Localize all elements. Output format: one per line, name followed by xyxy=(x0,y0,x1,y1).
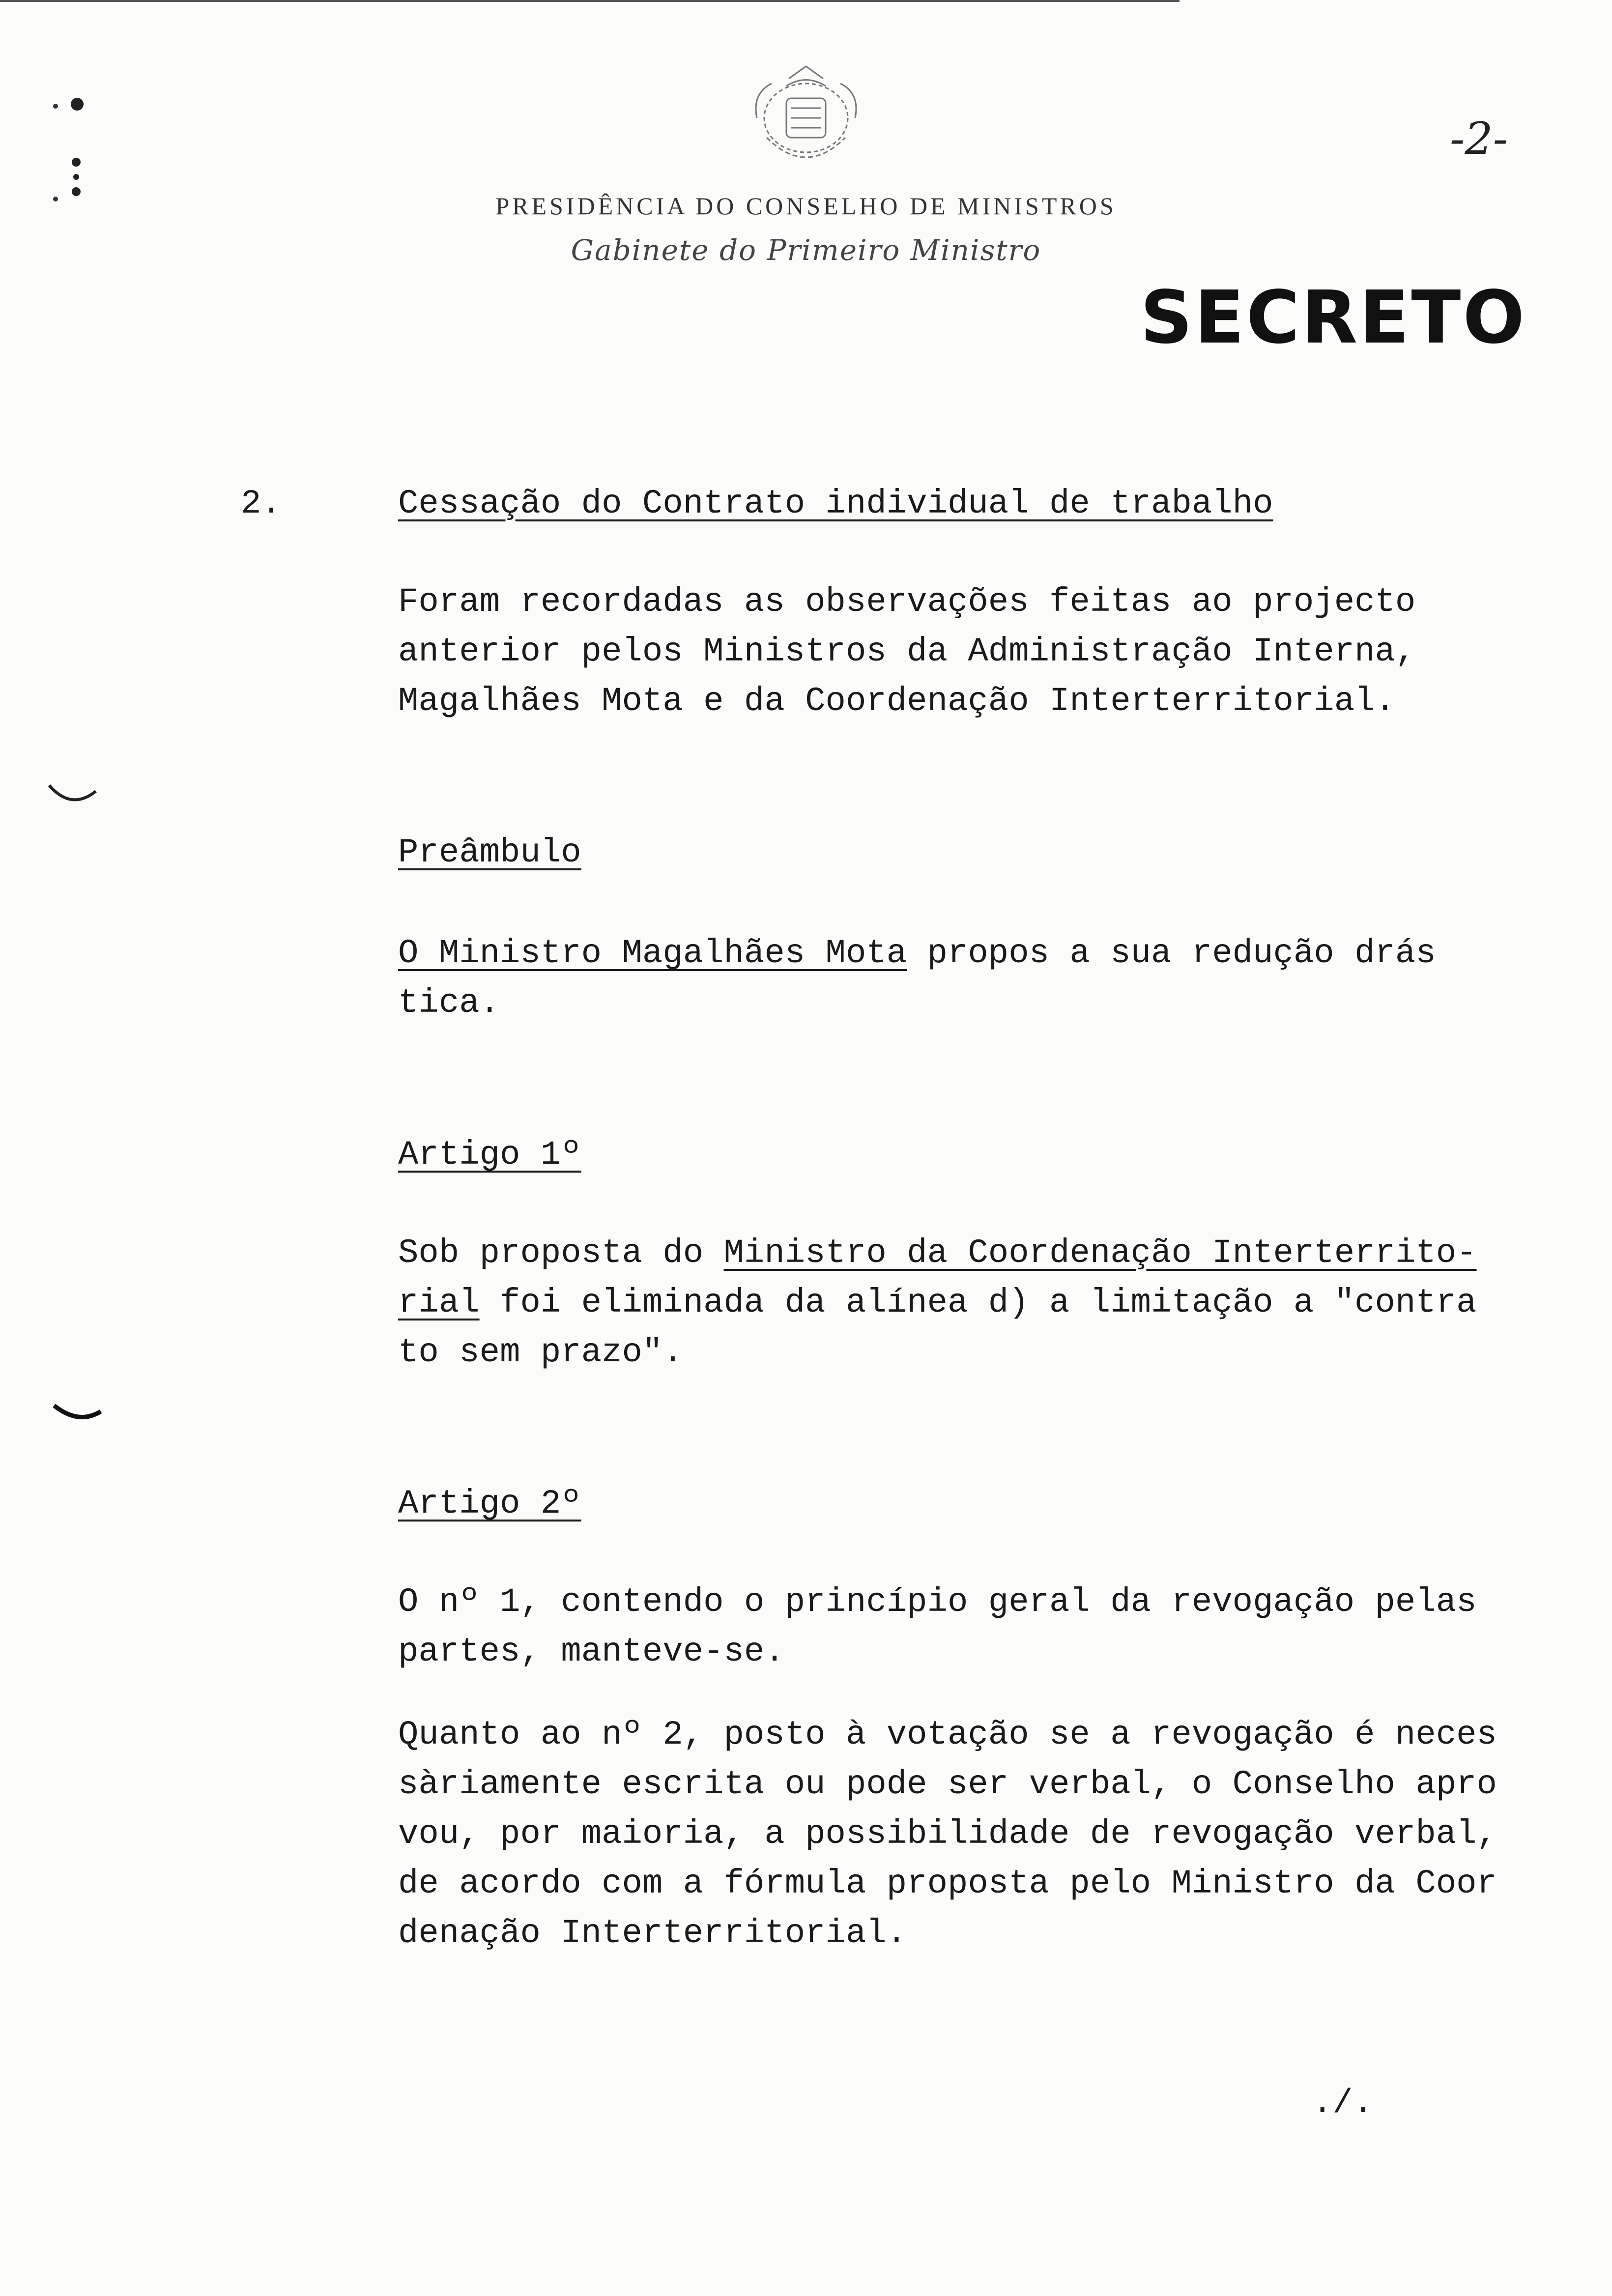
minister-name-continued: rial xyxy=(398,1284,480,1322)
section-title: Cessação do Contrato individual de trabalho xyxy=(398,485,1273,523)
text-line: anterior pelos Ministros da Administração Interna, xyxy=(398,632,1416,671)
text-span: foi eliminada da alínea d) a limitação a "contra xyxy=(479,1284,1477,1322)
text-line: denação Interterritorial. xyxy=(398,1914,907,1952)
text-line xyxy=(398,929,1436,978)
text-line: to sem prazo". xyxy=(398,1333,683,1372)
page-number: -2- xyxy=(1450,113,1508,165)
margin-check-mark-2 xyxy=(52,1401,106,1433)
minister-name: Ministro da Coordenação Interterrito- xyxy=(723,1234,1477,1272)
artigo1-paragraph xyxy=(398,1229,1477,1378)
text-line: Magalhães Mota e da Coordenação Interterritorial. xyxy=(398,682,1395,720)
text-line xyxy=(398,1229,1477,1278)
office-header: Gabinete do Primeiro Ministro xyxy=(571,233,1041,267)
preambulo-paragraph xyxy=(398,929,1436,1028)
text-line: tica. xyxy=(398,984,500,1022)
artigo2-paragraph-2 xyxy=(398,1710,1497,1958)
text-line xyxy=(398,1278,1477,1328)
intro-paragraph xyxy=(398,577,1415,726)
artigo2-heading: Artigo 2º xyxy=(398,1485,581,1523)
text-line: partes, manteve-se. xyxy=(398,1633,785,1671)
institution-header: PRESIDÊNCIA DO CONSELHO DE MINISTROS xyxy=(495,192,1117,220)
text-line: Quanto ao nº 2, posto à votação se a revogação é neces xyxy=(398,1716,1497,1754)
minister-name: O Ministro Magalhães Mota xyxy=(398,934,907,973)
government-seal xyxy=(742,64,870,177)
continuation-mark: ./. xyxy=(1312,2084,1374,2123)
classification-stamp: SECRETO xyxy=(1140,275,1527,360)
text-span: propos a sua redução drás xyxy=(907,934,1436,973)
text-line: vou, por maioria, a possibilidade de revogação verbal, xyxy=(398,1815,1497,1853)
text-line: Foram recordadas as observações feitas ao projecto xyxy=(398,583,1416,621)
text-line: sàriamente escrita ou pode ser verbal, o Conselho apro xyxy=(398,1765,1497,1804)
artigo2-paragraph-1 xyxy=(398,1578,1477,1677)
artigo1-heading: Artigo 1º xyxy=(398,1136,581,1174)
text-span: Sob proposta do xyxy=(398,1234,724,1272)
top-border-line xyxy=(0,0,1180,2)
margin-check-mark-1 xyxy=(47,781,101,813)
text-line: de acordo com a fórmula proposta pelo Ministro da Coor xyxy=(398,1865,1497,1903)
preambulo-heading: Preâmbulo xyxy=(398,833,581,872)
text-line: O nº 1, contendo o princípio geral da revogação pelas xyxy=(398,1583,1477,1621)
section-number: 2. xyxy=(241,485,282,523)
